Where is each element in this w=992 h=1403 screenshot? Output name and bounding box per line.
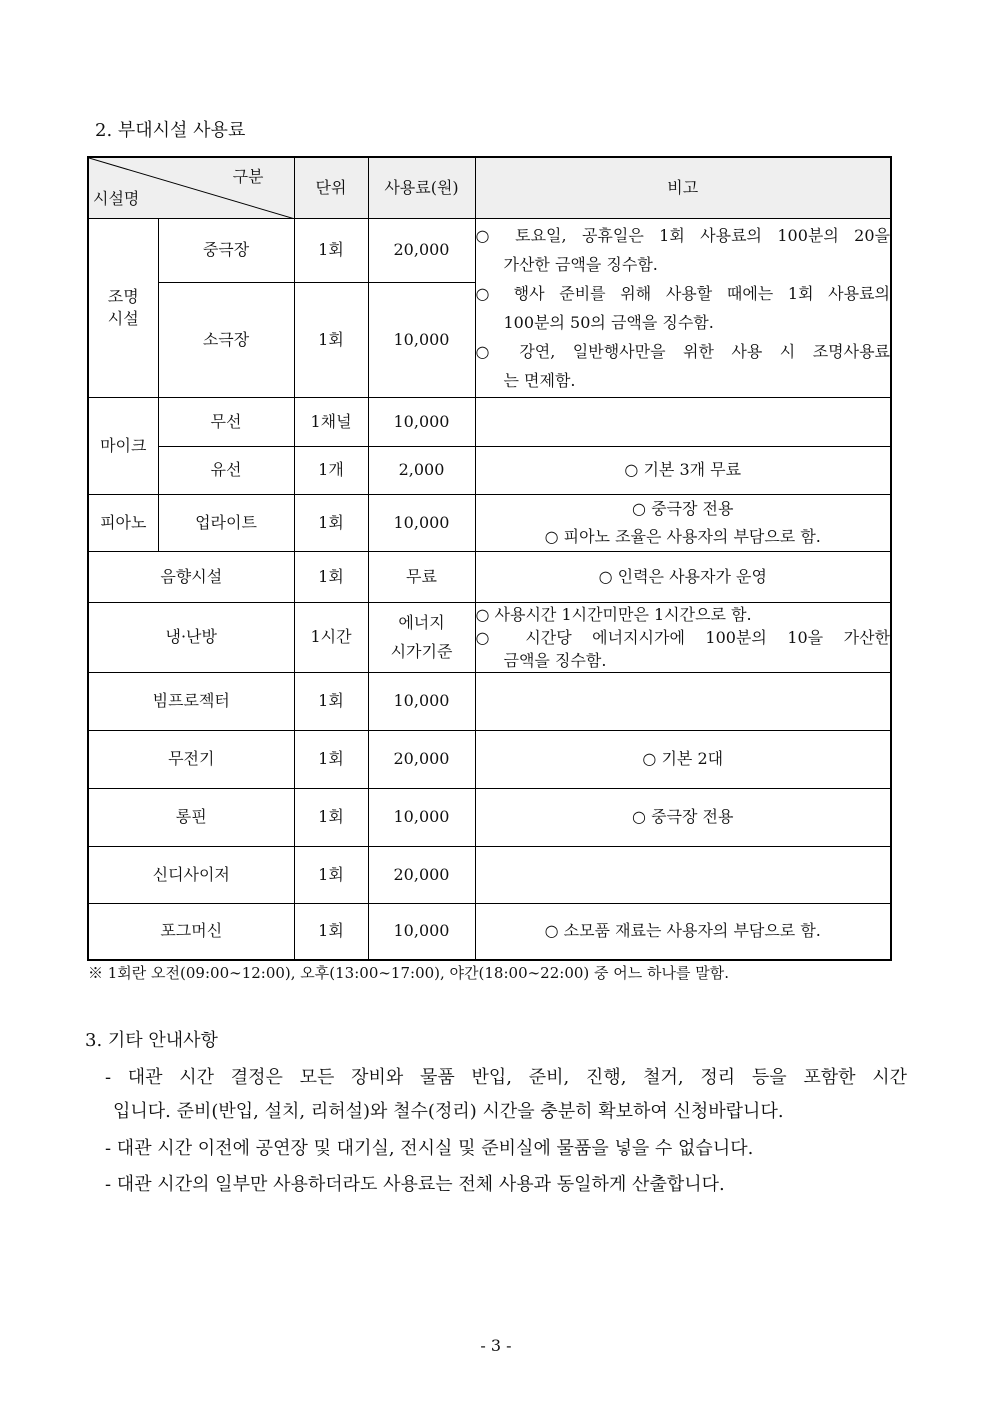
note-line: ○ 행사 준비를 위해 사용할 때에는 1회 사용료의 <box>475 283 890 303</box>
lighting-notes <box>475 218 891 397</box>
item-unit: 1회 <box>294 788 368 846</box>
item-note: ○ 기본 2대 <box>475 730 891 788</box>
table-row <box>88 397 891 446</box>
note-line: ○ 사용시간 1시간미만은 1시간으로 함. <box>475 604 752 624</box>
note-line: ○ 강연, 일반행사만을 위한 사용 시 조명사용료 <box>475 341 890 361</box>
item-unit: 1개 <box>294 446 368 494</box>
note-line: 금액을 징수함. <box>503 650 607 670</box>
item-fee: 10,000 <box>368 788 475 846</box>
item-unit: 1회 <box>294 672 368 730</box>
table-row <box>88 846 891 903</box>
table-footnote: ※ 1회란 오전(09:00∼12:00), 오후(13:00∼17:00), 야간(18:00∼22:00) 중 어느 하나를 말함. <box>88 964 730 982</box>
table-row <box>88 218 891 282</box>
item-fee: 2,000 <box>368 446 475 494</box>
item-name: 빔프로젝터 <box>88 672 294 730</box>
section-3-title: 3. 기타 안내사항 <box>85 1030 218 1051</box>
item-name: 포그머신 <box>88 903 294 960</box>
table-row <box>88 602 891 672</box>
item-fee <box>368 602 475 672</box>
item-name: 신디사이저 <box>88 846 294 903</box>
item-name: 무선 <box>158 397 294 446</box>
info-item-1-line-2: 입니다. 준비(반입, 설치, 리허설)와 철수(정리) 시간을 충분히 확보하여 신청바랍니다. <box>113 1101 784 1122</box>
group-label: 조명 시설 <box>107 286 139 328</box>
table-row <box>88 446 891 494</box>
item-fee: 20,000 <box>368 846 475 903</box>
item-name: 음향시설 <box>88 551 294 602</box>
note-line: 100분의 50의 금액을 징수함. <box>503 312 714 332</box>
item-fee: 20,000 <box>368 218 475 282</box>
item-note <box>475 846 891 903</box>
info-item-1-line-1: - 대관 시간 결정은 모든 장비와 물품 반입, 준비, 진행, 철거, 정리 등을 포함한 시간 <box>105 1067 907 1088</box>
item-fee: 10,000 <box>368 282 475 397</box>
group-lighting <box>88 218 158 397</box>
fee-line: 시가기준 <box>390 642 453 661</box>
note-line: 는 면제함. <box>503 370 576 390</box>
item-fee: 무료 <box>368 551 475 602</box>
item-note: ○ 기본 3개 무료 <box>475 446 891 494</box>
item-fee: 10,000 <box>368 903 475 960</box>
page-number: - 3 - <box>480 1336 512 1355</box>
table-row <box>88 903 891 960</box>
item-note: ○ 인력은 사용자가 운영 <box>475 551 891 602</box>
item-fee: 20,000 <box>368 730 475 788</box>
item-note: ○ 중극장 전용 <box>475 788 891 846</box>
header-fee: 사용료(원) <box>368 157 475 218</box>
note-line: ○ 피아노 조율은 사용자의 부담으로 함. <box>544 526 821 546</box>
item-unit: 1채널 <box>294 397 368 446</box>
item-note <box>475 672 891 730</box>
item-unit: 1회 <box>294 282 368 397</box>
item-unit: 1회 <box>294 903 368 960</box>
table-row <box>88 551 891 602</box>
header-unit: 단위 <box>294 157 368 218</box>
table-header-row <box>88 157 891 218</box>
info-item-3: - 대관 시간의 일부만 사용하더라도 사용료는 전체 사용과 동일하게 산출합니다. <box>105 1174 725 1195</box>
item-unit: 1회 <box>294 846 368 903</box>
table-row <box>88 672 891 730</box>
item-name: 유선 <box>158 446 294 494</box>
item-fee: 10,000 <box>368 397 475 446</box>
fee-line: 에너지 <box>398 613 445 632</box>
note-line: 가산한 금액을 징수함. <box>503 254 658 274</box>
table-row <box>88 494 891 551</box>
item-unit: 1회 <box>294 218 368 282</box>
note-line: ○ 중극장 전용 <box>632 498 734 518</box>
item-name: 무전기 <box>88 730 294 788</box>
hvac-notes <box>475 602 891 672</box>
item-name: 업라이트 <box>158 494 294 551</box>
header-note: 비고 <box>475 157 891 218</box>
item-fee: 10,000 <box>368 494 475 551</box>
item-unit: 1회 <box>294 730 368 788</box>
piano-notes <box>475 494 891 551</box>
header-category: 구분 <box>232 167 264 186</box>
facility-fee-table <box>87 156 892 961</box>
item-name: 냉·난방 <box>88 602 294 672</box>
header-facility-name: 시설명 <box>93 188 140 208</box>
item-name: 소극장 <box>158 282 294 397</box>
table-row <box>88 730 891 788</box>
item-note: ○ 소모품 재료는 사용자의 부담으로 함. <box>475 903 891 960</box>
group-piano: 피아노 <box>88 494 158 551</box>
header-diagonal-cell <box>88 157 294 218</box>
item-fee: 10,000 <box>368 672 475 730</box>
item-unit: 1회 <box>294 551 368 602</box>
note-line: ○ 토요일, 공휴일은 1회 사용료의 100분의 20을 <box>475 225 890 245</box>
note-line: ○ 시간당 에너지시가에 100분의 10을 가산한 <box>475 627 890 647</box>
table-row <box>88 788 891 846</box>
section-2-title: 2. 부대시설 사용료 <box>95 120 246 141</box>
item-note <box>475 397 891 446</box>
info-item-2: - 대관 시간 이전에 공연장 및 대기실, 전시실 및 준비실에 물품을 넣을 수 없습니다. <box>105 1138 754 1159</box>
item-unit: 1시간 <box>294 602 368 672</box>
item-unit: 1회 <box>294 494 368 551</box>
group-mic: 마이크 <box>88 397 158 494</box>
item-name: 중극장 <box>158 218 294 282</box>
item-name: 롱핀 <box>88 788 294 846</box>
